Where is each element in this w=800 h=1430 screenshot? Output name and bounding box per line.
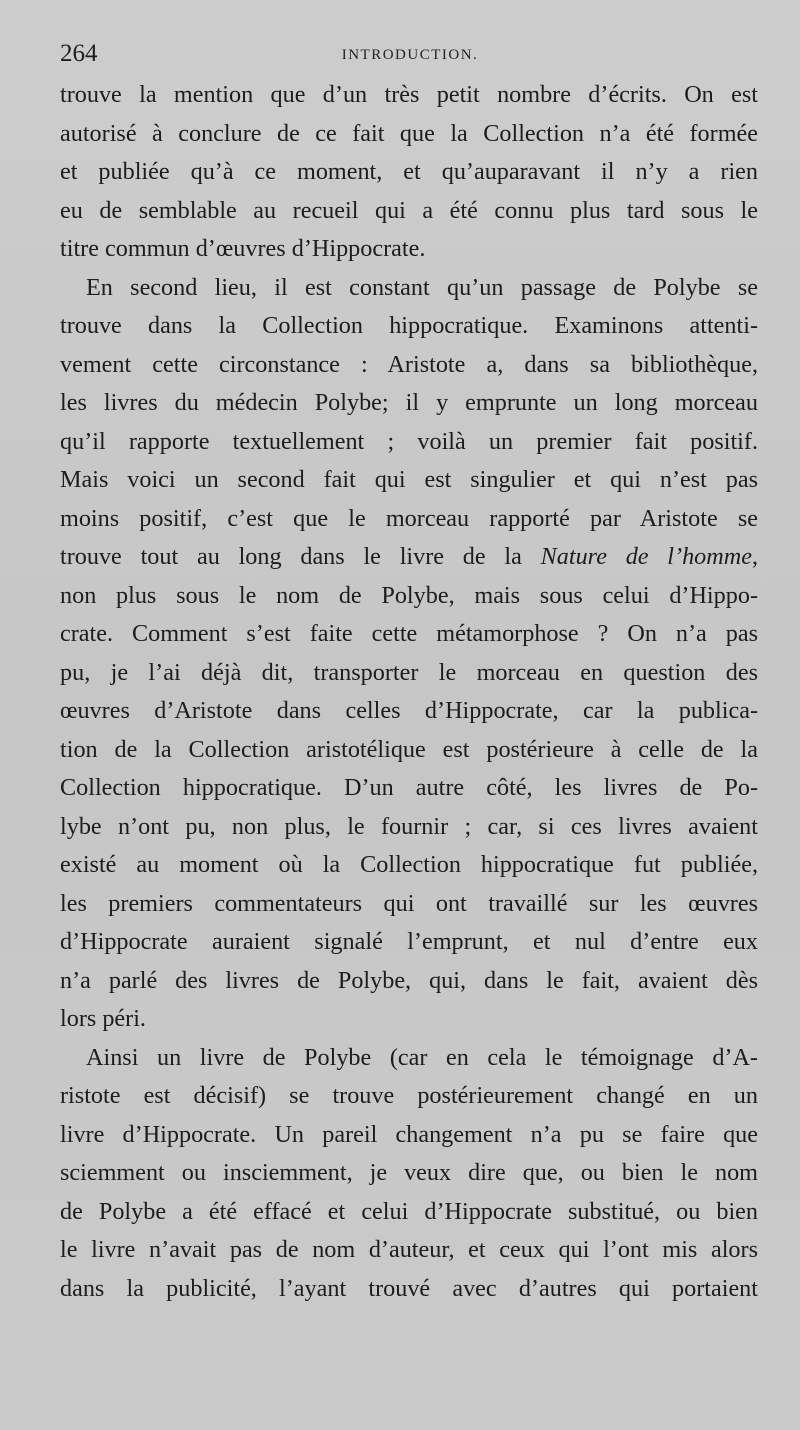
text-line: titre commun d’œuvres d’Hippocrate.: [60, 235, 426, 262]
text-line: En second lieu, il est constant qu’un passage de Polybe se: [86, 273, 758, 301]
page-number: 264: [60, 40, 98, 67]
text-line: tion de la Collection aristotélique est postérieure à celle de la: [60, 735, 758, 763]
text-line: n’a parlé des livres de Polybe, qui, dans le fait, avaient dès: [60, 966, 758, 994]
paragraph: [60, 76, 758, 269]
text-line: sciemment ou insciemment, je veux dire que, ou bien le nom: [60, 1159, 758, 1186]
text-line: œuvres d’Aristote dans celles d’Hippocrate, car la publica-: [60, 697, 758, 724]
text-line: vement cette circonstance : Aristote a, dans sa bibliothèque,: [60, 350, 758, 378]
paragraph: [60, 1039, 758, 1309]
line-segment: ,: [751, 543, 758, 570]
text-line: eu de semblable au recueil qui a été connu plus tard sous le: [60, 196, 758, 224]
text-line: trouve la mention que d’un très petit nombre d’écrits. On est: [60, 81, 758, 108]
text-line: Ainsi un livre de Polybe (car en cela le témoignage d’A-: [86, 1043, 758, 1071]
text-line: de Polybe a été effacé et celui d’Hippocrate substitué, ou bien: [60, 1197, 758, 1225]
text-line: dans la publicité, l’ayant trouvé avec d’autres qui portaient: [60, 1274, 758, 1302]
text-line: lybe n’ont pu, non plus, le fournir ; car, si ces livres avaient: [60, 812, 758, 840]
line-segment: trouve tout au long dans le livre de la: [60, 543, 541, 570]
text-line: pu, je l’ai déjà dit, transporter le morceau en question des: [60, 658, 758, 686]
text-line: Mais voici un second fait qui est singulier et qui n’est pas: [60, 466, 758, 493]
text-line: et publiée qu’à ce moment, et qu’auparavant il n’y a rien: [60, 158, 758, 185]
text-line: Collection hippocratique. D’un autre côté, les livres de Po-: [60, 774, 758, 801]
text-line: les livres du médecin Polybe; il y emprunte un long morceau: [60, 389, 758, 416]
text-line: livre d’Hippocrate. Un pareil changement n’a pu se faire que: [60, 1120, 758, 1148]
text-line: lors péri.: [60, 1005, 146, 1032]
text-line: trouve dans la Collection hippocratique. Examinons attenti-: [60, 312, 758, 339]
italic-title: Nature de l’homme: [540, 543, 752, 570]
running-head: INTRODUCTION.: [341, 47, 479, 63]
text-line: ristote est décisif) se trouve postérieurement changé en un: [60, 1082, 758, 1109]
text-line-with-italic: [60, 538, 758, 577]
text-line: d’Hippocrate auraient signalé l’emprunt, et nul d’entre eux: [60, 928, 758, 955]
page-header: [60, 36, 760, 72]
text-line: non plus sous le nom de Polybe, mais sous celui d’Hippo-: [60, 581, 758, 609]
text-line: moins positif, c’est que le morceau rapporté par Aristote se: [60, 504, 758, 532]
text-line: crate. Comment s’est faite cette métamorphose ? On n’a pas: [60, 620, 758, 647]
text-line: qu’il rapporte textuellement ; voilà un premier fait positif.: [60, 427, 758, 455]
text-line: existé au moment où la Collection hippocratique fut publiée,: [60, 851, 758, 878]
text-line: autorisé à conclure de ce fait que la Collection n’a été formée: [60, 119, 758, 147]
text-line: les premiers commentateurs qui ont travaillé sur les œuvres: [60, 889, 758, 917]
body-text: [60, 76, 758, 1308]
text-line: le livre n’avait pas de nom d’auteur, et ceux qui l’ont mis alors: [60, 1236, 758, 1263]
paragraph: [60, 269, 758, 1039]
